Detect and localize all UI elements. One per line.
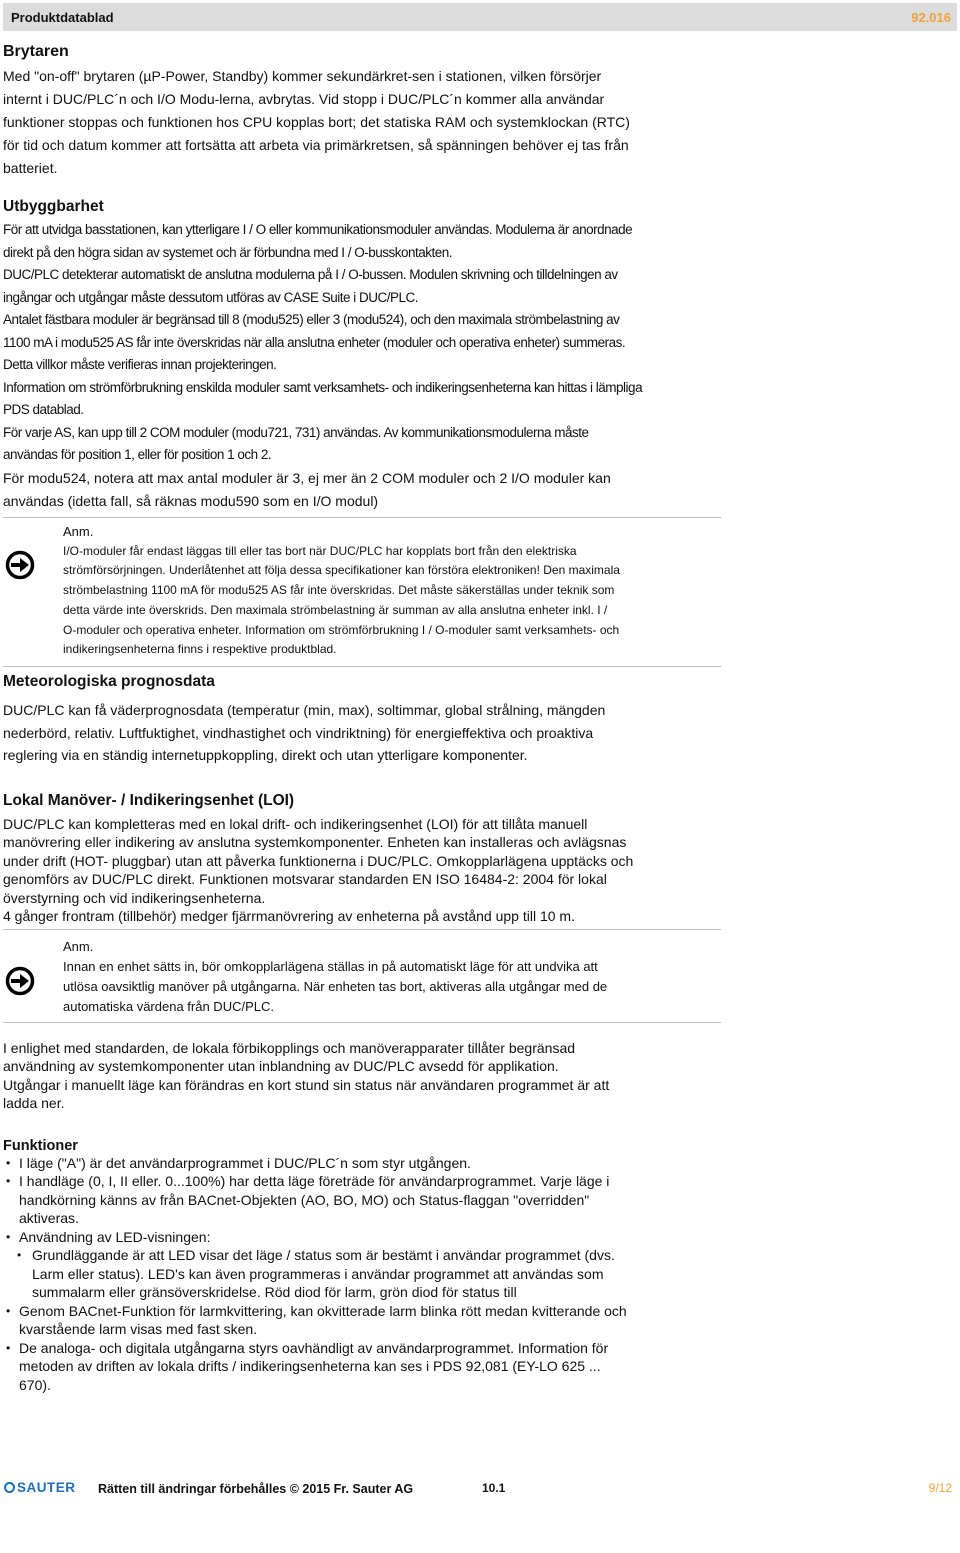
text-line: Utgångar i manuellt läge kan förändras en kort stund sin status när användaren programmet är att: [3, 1076, 610, 1093]
note-box: [3, 517, 721, 668]
list-item: [3, 1228, 953, 1247]
header-title: Produktdatablad: [11, 10, 114, 25]
text-line: I enlighet med standarden, de lokala förbikopplings och manöverapparater tillåter begränsad: [3, 1039, 576, 1056]
sauter-logo: [4, 1480, 76, 1495]
meteo-text: [3, 699, 953, 767]
page-footer: [0, 1478, 960, 1508]
header-code: 92.016: [911, 10, 951, 25]
text-line: kvarstående larm visas med fast sken.: [19, 1321, 258, 1338]
text-line: Med "on-off" brytaren (µP-Power, Standby) kommer sekundärkret-sen i stationen, vilken försörjer: [3, 68, 602, 84]
text-line: I handläge (0, I, II eller. 0...100%) har detta läge företräde för användarprogrammet. Varje läge i: [19, 1173, 610, 1190]
text-line: Larm eller status). LED's kan även programmeras i användar programmet att användas som: [32, 1265, 604, 1282]
footer-rights: Rätten till ändringar förbehålles © 2015 Fr. Sauter AG: [98, 1482, 414, 1496]
text-line: Detta villkor måste verifieras innan projekteringen.: [3, 357, 277, 372]
text-line: Grundläggande är att LED visar det läge / status som är bestämt i användar programmet (dvs.: [32, 1247, 615, 1264]
note-box: [3, 929, 721, 1023]
text-line: DUC/PLC detekterar automatiskt de anslutna modulerna på I / O-bussen. Modulen skrivning och tilldelningen av: [3, 267, 618, 282]
text-line: utlösa oavsiktlig manöver på utgångarna. När enheten tas bort, aktiveras alla utgångar med de: [63, 978, 608, 994]
note-label: Anm.: [63, 523, 94, 539]
loi-text: [3, 815, 953, 926]
text-line: I läge ("A") är det användarprogrammet i DUC/PLC´n som styr utgången.: [19, 1154, 471, 1171]
funktioner-list: [3, 1154, 953, 1395]
standard-text: [3, 1039, 953, 1113]
text-line: direkt på den högra sidan av systemet och är förbundna med I / O-busskontakten.: [3, 244, 453, 260]
section-heading-meteo: Meteorologiska prognosdata: [3, 673, 215, 691]
text-line: I/O-moduler får endast läggas till eller tas bort när DUC/PLC har kopplats bort från den elektriska: [63, 543, 577, 558]
text-line: för tid och datum kommer att fortsätta att arbeta via primärkretsen, så spänningen behöver ej tas från: [3, 137, 629, 153]
list-item: [3, 1154, 953, 1173]
text-line: överstyrning och vid indikeringsenheterna.: [3, 889, 266, 906]
text-line: detta värde inte överskrids. Den maximala strömbelastning är summan av alla anslutna enheter inkl. I /: [63, 602, 608, 617]
text-line: ladda ner.: [3, 1095, 65, 1112]
text-line: För varje AS, kan upp till 2 COM moduler (modu721, 731) användas. Av kommunikationsmodulerna måste: [3, 424, 589, 440]
utbyggbarhet-tail-text: [3, 467, 953, 513]
list-item: [3, 1339, 953, 1395]
page-number: 9/12: [928, 1481, 952, 1495]
text-line: 1100 mA i modu525 AS får inte överskridas när alla anslutna enheter (moduler och operativa enheter) summeras.: [3, 334, 626, 350]
text-line: manövrering eller indikering av anslutna systemkomponenter. Enheten kan installeras och avlägsnas: [3, 834, 627, 851]
text-line: Innan en enhet sätts in, bör omkopplarlägena ställas in på automatiskt läge för att undvika att: [63, 958, 598, 974]
logo-ring-icon: [4, 1482, 15, 1493]
section-heading-funktioner: Funktioner: [3, 1137, 78, 1154]
text-line: De analoga- och digitala utgångarna styrs oavhändligt av användarprogrammet. Information för: [19, 1339, 609, 1356]
text-line: För att utvidga basstationen, kan ytterligare I / O eller kommunikationsmoduler användas. Modulerna är anordnade: [3, 222, 633, 237]
note-text: [63, 542, 721, 661]
text-line: PDS datablad.: [3, 402, 84, 417]
text-line: Antalet fästbara moduler är begränsad till 8 (modu525) eller 3 (modu524), och den maximala strömbelastning av: [3, 312, 620, 327]
text-line: DUC/PLC kan kompletteras med en lokal drift- och indikeringsenhet (LOI) för att tillåta manuell: [3, 815, 588, 832]
text-line: 670).: [19, 1376, 51, 1393]
text-line: metoden av driften av lokala drifts / indikeringsenheterna kan ses i PDS 92,081 (EY-LO 625 ...: [19, 1358, 601, 1375]
text-line: Information om strömförbrukning enskilda moduler samt verksamhets- och indikeringsenheterna kan hittas i lämpliga: [3, 379, 643, 395]
text-line: användas för position 1, eller för position 1 och 2.: [3, 447, 272, 462]
text-line: användas (idetta fall, så räknas modu590 som en I/O modul): [3, 492, 379, 509]
section-heading-loi: Lokal Manöver- / Indikeringsenhet (LOI): [3, 791, 295, 809]
utbyggbarhet-text: [3, 219, 953, 467]
text-line: internt i DUC/PLC´n och I/O Modu-lerna, avbrytas. Vid stopp i DUC/PLC´n kommer alla användar: [3, 91, 605, 107]
footer-version: 10.1: [482, 1481, 506, 1495]
arrow-right-circle-icon: [5, 550, 35, 580]
list-item: [3, 1302, 953, 1339]
text-line: automatiska värdena från DUC/PLC.: [63, 998, 274, 1014]
text-line: batteriet.: [3, 160, 58, 176]
note-label: Anm.: [63, 938, 94, 954]
text-line: indikeringsenheterna finns i respektive produktblad.: [63, 642, 337, 657]
text-line: summalarm eller gränsöverskridelse. Röd diod för larm, grön diod för status till: [32, 1284, 517, 1301]
arrow-right-circle-icon: [5, 966, 35, 996]
text-line: O-moduler och operativa enheter. Information om strömförbrukning I / O-moduler samt verksamhets- och: [63, 622, 620, 637]
text-line: användning av systemkomponenter utan inblandning av DUC/PLC avsedd för applikation.: [3, 1058, 559, 1075]
text-line: handkörning känns av från BACnet-Objekten (AO, BO, MO) och Status-flaggan "overridden": [19, 1191, 590, 1208]
text-line: För modu524, notera att max antal moduler är 3, ej mer än 2 COM moduler och 2 I/O moduler kan: [3, 469, 611, 486]
text-line: Genom BACnet-Funktion för larmkvittering, kan okvitterade larm blinka rött medan kvitterande och: [19, 1302, 627, 1319]
page-header: [3, 3, 957, 31]
text-line: reglering via en ständig internetuppkoppling, direkt och utan ytterligare komponenter.: [3, 747, 528, 764]
text-line: ingångar och utgångar måste dessutom utföras av CASE Suite i DUC/PLC.: [3, 289, 418, 305]
text-line: genomförs av DUC/PLC direkt. Funktionen motsvarar standarden EN ISO 16484-2: 2004 för lokal: [3, 871, 607, 888]
list-item: [3, 1246, 953, 1302]
document-body: [3, 40, 953, 1394]
brytaren-text: [3, 65, 953, 180]
text-line: Användning av LED-visningen:: [19, 1228, 211, 1245]
text-line: strömförsörjningen. Underlåtenhet att följa dessa specifikationer kan förstöra elektroniken! Den maximala: [63, 563, 620, 578]
text-line: funktioner stoppas och funktionen hos CPU kopplas bort; det statiska RAM och systemklockan (RTC): [3, 114, 630, 130]
list-item: [3, 1172, 953, 1228]
logo-text: SAUTER: [17, 1480, 76, 1495]
text-line: DUC/PLC kan få väderprognosdata (temperatur (min, max), soltimmar, global strålning, mängden: [3, 702, 606, 719]
note-text: [63, 957, 721, 1017]
text-line: nederbörd, relativ. Luftfuktighet, vindhastighet och vindriktning) för energieffektiva och proaktiva: [3, 724, 594, 741]
section-heading-brytaren: Brytaren: [3, 43, 69, 60]
section-heading-utbyggbarhet: Utbyggbarhet: [3, 198, 104, 215]
text-line: aktiveras.: [19, 1210, 79, 1227]
text-line: strömbelastning 1100 mA för modu525 AS får inte överskridas. Det måste säkerställas under teknik som: [63, 583, 615, 598]
text-line: under drift (HOT- pluggbar) utan att påverka funktionerna i DUC/PLC. Omkopplarlägena upptäcks och: [3, 852, 634, 869]
text-line: 4 gånger frontram (tillbehör) medger fjärrmanövrering av enheterna på avstånd upp till 10 m.: [3, 908, 575, 925]
